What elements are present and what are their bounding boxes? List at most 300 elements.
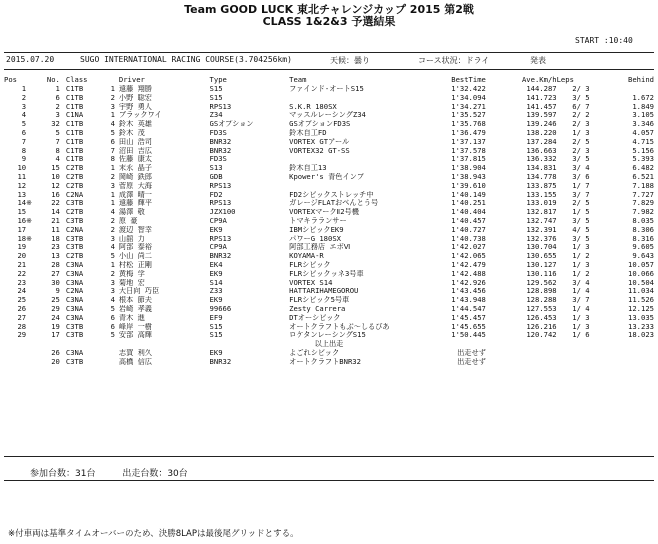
cell-no: 3: [55, 111, 60, 120]
header-type: Type: [209, 74, 227, 84]
cell-cp: 4: [110, 120, 115, 129]
cell-cls: C1TB: [65, 137, 84, 146]
table-row: [4, 120, 654, 129]
cell-type: S15: [209, 331, 223, 340]
cell-type: RPS13: [209, 199, 232, 208]
dns-cell-type: BNR32: [209, 357, 232, 366]
cell-best: 1'40.738: [451, 234, 486, 243]
cell-cls: C3NA: [65, 269, 84, 278]
cell-best: 1'35.768: [451, 120, 486, 129]
cell-best: 1'45.457: [451, 313, 486, 322]
cell-best: 1'37.578: [451, 146, 486, 155]
empty-cell: [4, 349, 26, 358]
entries-count: 参加台数：31台: [30, 469, 96, 479]
starters-count: 出走台数：30台: [122, 469, 188, 479]
cell-pos: 9: [21, 155, 27, 164]
cell-mark: [26, 182, 41, 191]
cell-best: 1'44.547: [451, 304, 486, 313]
cell-type: RPS13: [209, 181, 232, 190]
cell-best: 1'38.904: [451, 164, 486, 173]
info-line: [0, 55, 658, 67]
cell-beh: 6.521: [632, 172, 654, 181]
cell-ave: 128.288: [526, 296, 557, 305]
cell-type: EK9: [209, 296, 223, 305]
cell-cls: C3NA: [65, 260, 84, 269]
weather: 天候：曇り: [330, 56, 370, 65]
table-row: [4, 199, 654, 208]
cell-mark: [26, 120, 41, 129]
cell-no: 23: [51, 243, 60, 252]
cell-team: 鈴木自工FD: [289, 128, 327, 137]
cell-no: 29: [51, 304, 60, 313]
cell-team: FLRシビック5号車: [289, 296, 350, 305]
cell-team: ファインド-オートS15: [289, 85, 364, 93]
cell-cls: C1TB: [65, 102, 84, 111]
cell-type: S13: [209, 164, 223, 173]
cell-best: 1'40.149: [451, 190, 486, 199]
cell-beh: 3.346: [632, 120, 654, 129]
cell-team: Kpower's 青色インプ: [289, 172, 365, 181]
cell-cls: C3TB: [65, 216, 84, 225]
cell-laps: 3/ 4: [572, 278, 590, 287]
cell-cls: C2TB: [65, 252, 84, 261]
header-class-pos: [106, 75, 119, 85]
cell-cp: 8: [110, 155, 115, 164]
empty-cell: [106, 349, 119, 358]
cell-drv: 末永 晶子: [118, 164, 152, 173]
table-row: [4, 261, 654, 270]
cell-drv: 菅原 大海: [118, 181, 152, 190]
cell-cls: C1TB: [65, 120, 84, 129]
start-time: START :10:40: [575, 36, 633, 45]
cell-cp: 2: [110, 225, 115, 234]
cell-ave: 144.287: [526, 85, 557, 93]
cell-laps: 2/ 5: [572, 199, 590, 208]
table-row: [4, 111, 654, 120]
cell-type: S14: [209, 278, 223, 287]
table-row: [4, 208, 654, 217]
cell-team: FLRシビック: [289, 260, 331, 269]
course-name: SUGO INTERNATIONAL RACING COURSE(3.704256km): [80, 55, 292, 64]
table-row: [4, 252, 654, 261]
cell-cp: 3: [110, 278, 115, 287]
cell-no: 9: [55, 287, 60, 296]
cell-no: 32: [51, 120, 60, 129]
cell-laps: 1/ 3: [572, 313, 590, 322]
cell-no: 25: [51, 296, 60, 305]
cell-cls: C3TB: [65, 243, 84, 252]
page-title: [0, 4, 658, 28]
cell-mark: [26, 138, 41, 147]
cell-cp: 1: [110, 260, 115, 269]
cell-drv: 黄梅 学: [118, 269, 145, 278]
cell-beh: 5.156: [632, 146, 654, 155]
cell-mark: [26, 226, 41, 235]
cell-cls: C2TB: [65, 181, 84, 190]
dns-cell-type: EK9: [209, 348, 223, 357]
cell-pos: 17: [17, 225, 27, 234]
cell-no: 21: [51, 216, 60, 225]
cell-laps: 2/ 3: [572, 146, 590, 155]
cell-mark: [26, 103, 41, 112]
table-row: [4, 85, 654, 94]
cell-type: BNR32: [209, 252, 232, 261]
cell-beh: 4.057: [632, 128, 654, 137]
cell-laps: 1/ 3: [572, 322, 590, 331]
cell-best: 1'50.445: [451, 331, 486, 340]
cell-team: S.K.R 180SX: [289, 102, 337, 111]
cell-drv: 沼田 吉広: [118, 146, 152, 155]
table-row: [4, 217, 654, 226]
cell-drv: 菊地 宏: [118, 278, 145, 287]
table-row: [4, 164, 654, 173]
header-driver: Driver: [118, 74, 145, 84]
cell-type: S15: [209, 85, 223, 93]
cell-pos: 24: [17, 287, 27, 296]
empty-cell: [605, 349, 654, 358]
cell-laps: 3/ 5: [572, 93, 590, 102]
race-date: 2015.07.20: [6, 55, 55, 64]
cell-cls: C3TB: [65, 199, 84, 208]
cell-drv: 遠藤 輝平: [118, 199, 152, 208]
cell-cls: C2NA: [65, 225, 84, 234]
cell-mark: [26, 296, 41, 305]
cell-beh: 5.393: [632, 155, 654, 164]
cell-mark: [26, 94, 41, 103]
cell-beh: 9.605: [632, 243, 654, 252]
cell-ave: 133.019: [526, 199, 557, 208]
separator-label: 以上出走: [314, 340, 344, 349]
cell-pos: 22: [17, 269, 27, 278]
cell-beh: 10.504: [628, 278, 654, 287]
cell-ave: 130.655: [526, 252, 557, 261]
cell-team: FLRシビックッネ3号車: [289, 269, 364, 278]
cell-mark: [26, 191, 41, 200]
cell-drv: 小野 聡宏: [118, 93, 152, 102]
cell-best: 1'42.926: [451, 278, 486, 287]
dns-cell-team: オートクラフトBNR32: [289, 357, 361, 366]
cell-type: CP9A: [209, 216, 227, 225]
cell-cls: C3NA: [65, 304, 84, 313]
cell-type: Z33: [209, 287, 223, 296]
counts: [30, 466, 212, 479]
cell-pos: 23: [17, 278, 27, 287]
cell-ave: 126.453: [526, 313, 557, 322]
header-class: Class: [65, 74, 88, 84]
cell-best: 1'40.727: [451, 225, 486, 234]
cell-mark: ※: [26, 234, 33, 243]
cell-mark: [26, 279, 41, 288]
cell-pos: 15: [17, 208, 27, 217]
separator-row: [4, 340, 654, 349]
table-row: [4, 155, 654, 164]
header-ave: Ave.Km/h: [521, 74, 557, 84]
cell-cls: C3NA: [65, 313, 84, 322]
cell-team: ロケタンレーシングS15: [289, 331, 366, 340]
cell-type: EK9: [209, 225, 223, 234]
cell-cp: 5: [110, 304, 115, 313]
cell-beh: 7.829: [632, 199, 654, 208]
cell-beh: 8.306: [632, 225, 654, 234]
cell-ave: 138.220: [526, 128, 557, 137]
cell-laps: 1/ 7: [572, 181, 590, 190]
cell-no: 15: [51, 164, 60, 173]
cell-team: HATTARIHAMEGOROU: [289, 287, 359, 296]
cell-pos: 14: [17, 199, 27, 208]
cell-no: 30: [51, 278, 60, 287]
cell-pos: 4: [21, 111, 27, 120]
cell-cls: C2TB: [65, 208, 84, 217]
cell-drv: 原 豪: [118, 216, 138, 225]
cell-best: 1'32.422: [451, 85, 486, 93]
cell-pos: 7: [21, 137, 27, 146]
cell-no: 2: [55, 102, 60, 111]
results-body: [4, 85, 654, 367]
cell-no: 14: [51, 208, 60, 217]
cell-pos: 1: [21, 85, 27, 93]
cell-cp: 4: [110, 296, 115, 305]
cell-laps: 1/ 4: [572, 304, 590, 313]
cell-drv: 宇野 勇人: [118, 102, 152, 111]
cell-beh: [605, 85, 654, 94]
table-row: [4, 226, 654, 235]
empty-cell: [486, 349, 557, 358]
cell-laps: 2/ 5: [572, 137, 590, 146]
dns-cell-cls: C3NA: [65, 348, 84, 357]
cell-best: 1'43.456: [451, 287, 486, 296]
cell-best: 1'40.251: [451, 199, 486, 208]
cell-cp: 1: [110, 190, 115, 199]
cell-team: GSオプションFD3S: [289, 120, 351, 129]
cell-laps: 1/ 4: [572, 287, 590, 296]
header-laps: Leps: [556, 74, 574, 84]
cell-best: 1'39.610: [451, 181, 486, 190]
cell-beh: 9.643: [632, 252, 654, 261]
cell-type: JZX100: [209, 208, 236, 217]
cell-mark: [26, 287, 41, 296]
empty-cell: [486, 358, 557, 367]
cell-pos: 2: [21, 93, 27, 102]
cell-mark: [26, 314, 41, 323]
cell-mark: [26, 85, 41, 94]
cell-laps: 3/ 6: [572, 172, 590, 181]
cell-cp: 5: [110, 252, 115, 261]
cell-ave: 127.553: [526, 304, 557, 313]
cell-pos: 13: [17, 190, 27, 199]
cell-cp: 5: [110, 331, 115, 340]
cell-beh: 13.233: [628, 322, 654, 331]
divider-header-top: [4, 69, 654, 70]
cell-team: IBMシビックEK9: [289, 225, 344, 234]
cell-no: 4: [55, 155, 60, 164]
cell-team: 阿部工務店 エボⅥ: [289, 243, 351, 252]
empty-cell: [605, 358, 654, 367]
table-row: [4, 129, 654, 138]
cell-type: EF9: [209, 313, 223, 322]
dns-row: [4, 358, 654, 367]
cell-ave: 134.831: [526, 164, 557, 173]
cell-ave: 139.597: [526, 111, 557, 120]
cell-drv: 成澤 晴一: [118, 190, 152, 199]
dns-cell-drv: 高橋 信広: [118, 357, 152, 366]
cell-cls: C2NA: [65, 287, 84, 296]
cell-team: FD2シビックストレッチ中: [289, 190, 374, 199]
cell-laps: 4/ 5: [572, 225, 590, 234]
cell-team: DTオーシビック: [289, 313, 341, 322]
empty-cell: [557, 358, 606, 367]
cell-ave: 132.747: [526, 216, 557, 225]
cell-cp: 2: [110, 93, 115, 102]
cell-cp: 6: [110, 313, 115, 322]
empty-cell: [26, 349, 41, 358]
cell-pos: 27: [17, 313, 27, 322]
cell-ave: 130.127: [526, 260, 557, 269]
cell-no: 8: [55, 146, 60, 155]
cell-laps: 1/ 3: [572, 260, 590, 269]
cell-beh: 4.715: [632, 137, 654, 146]
cell-type: Z34: [209, 111, 223, 120]
cell-laps: 2/ 3: [572, 120, 590, 129]
cell-drv: 岡崎 鉄郎: [118, 172, 152, 181]
cell-no: 27: [51, 269, 60, 278]
cell-drv: 山舘 力: [118, 234, 145, 243]
cell-cp: 3: [110, 181, 115, 190]
cell-beh: 10.066: [628, 269, 654, 278]
cell-drv: 青木 進: [118, 313, 145, 322]
cell-no: 11: [51, 225, 60, 234]
cell-beh: 7.982: [632, 208, 654, 217]
cell-beh: 8.316: [632, 234, 654, 243]
cell-drv: 渡辺 智幸: [118, 225, 152, 234]
cell-laps: 3/ 7: [572, 296, 590, 305]
title-line-1: Team GOOD LUCK 東北チャレンジカップ 2015 第2戦: [184, 3, 474, 16]
cell-cp: 3: [110, 102, 115, 111]
cell-cls: C1TB: [65, 93, 84, 102]
cell-mark: [26, 331, 41, 340]
cell-type: CP9A: [209, 243, 227, 252]
table-row: [4, 323, 654, 332]
cell-pos: 5: [21, 120, 27, 129]
cell-beh: 3.105: [632, 111, 654, 120]
table-row: [4, 314, 654, 323]
cell-cls: C3NA: [65, 278, 84, 287]
cell-ave: 136.332: [526, 155, 557, 164]
cell-pos: 28: [17, 322, 27, 331]
cell-cp: 5: [110, 128, 115, 137]
cell-team: パワーG 180SX: [289, 234, 341, 243]
cell-ave: 133.875: [526, 181, 557, 190]
cell-type: FD3S: [209, 155, 227, 164]
cell-laps: 2/ 3: [572, 85, 590, 93]
cell-best: 1'34.094: [451, 93, 486, 102]
table-row: [4, 103, 654, 112]
cell-team: VORTEXマークⅡ2号機: [289, 208, 359, 217]
cell-team: KOYAMA-R: [289, 252, 324, 261]
table-row: [4, 191, 654, 200]
cell-best: 1'42.488: [451, 269, 486, 278]
cell-drv: 小山 尚二: [118, 252, 152, 261]
cell-no: 22: [51, 199, 60, 208]
cell-no: 17: [51, 331, 60, 340]
cell-team: [289, 155, 422, 164]
cell-team: [289, 182, 422, 191]
cell-beh: 13.035: [628, 313, 654, 322]
table-row: [4, 147, 654, 156]
cell-best: 1'40.404: [451, 208, 486, 217]
cell-beh: 7.727: [632, 190, 654, 199]
header-behind: Behind: [628, 74, 654, 84]
dns-cell-team: よごれシビック: [289, 348, 340, 357]
cell-no: 24: [51, 313, 60, 322]
cell-best: 1'42.065: [451, 252, 486, 261]
cell-mark: [26, 129, 41, 138]
table-row: [4, 138, 654, 147]
table-row: [4, 243, 654, 252]
table-row: [4, 173, 654, 182]
dns-row: [4, 349, 654, 358]
cell-type: FD3S: [209, 128, 227, 137]
cell-drv: 大日向 巧臣: [118, 287, 160, 296]
empty-cell: [26, 358, 41, 367]
dns-cell-cls: C3TB: [65, 357, 84, 366]
cell-pos: 11: [17, 172, 27, 181]
divider-footer: [4, 480, 654, 481]
cell-pos: 16: [17, 216, 27, 225]
cell-mark: [26, 305, 41, 314]
cell-type: EK4: [209, 260, 223, 269]
cell-best: 1'35.527: [451, 111, 486, 120]
cell-beh: 7.188: [632, 181, 654, 190]
cell-ave: 132.817: [526, 208, 557, 217]
empty-cell: [557, 349, 606, 358]
cell-beh: 8.035: [632, 216, 654, 225]
table-row: [4, 305, 654, 314]
table-row: [4, 331, 654, 340]
cell-drv: 湯澤 敬: [118, 208, 145, 217]
cell-team: [289, 94, 422, 103]
cell-mark: [26, 147, 41, 156]
cell-no: 6: [55, 93, 60, 102]
cell-mark: ※: [26, 216, 33, 225]
cell-type: GSオプション: [209, 120, 254, 129]
divider-bottom: [4, 456, 654, 457]
cell-cp: 6: [110, 322, 115, 331]
cell-cp: 1: [110, 111, 115, 120]
cell-ave: 129.562: [526, 278, 557, 287]
cell-cls: C3TB: [65, 331, 84, 340]
cell-ave: 130.116: [526, 269, 557, 278]
header-no: No.: [46, 74, 60, 84]
cell-beh: 12.125: [628, 304, 654, 313]
cell-cp: 2: [110, 269, 115, 278]
cell-team: VORTEX32 GT-SS: [289, 146, 350, 155]
cell-laps: 1/ 2: [572, 269, 590, 278]
cell-beh: 18.023: [628, 331, 654, 340]
cell-ave: 141.723: [526, 93, 557, 102]
cell-best: 1'45.655: [451, 322, 486, 331]
empty-cell: [106, 358, 119, 367]
cell-drv: 田山 浩司: [118, 137, 152, 146]
cell-cls: C3TB: [65, 322, 84, 331]
cell-laps: 2/ 2: [572, 111, 590, 120]
cell-drv: 峰岸 一樹: [118, 322, 152, 331]
dns-cell-drv: 志賀 利久: [118, 348, 152, 357]
cell-best: 1'34.271: [451, 102, 486, 111]
cell-laps: 3/ 5: [572, 234, 590, 243]
cell-pos: 18: [17, 234, 27, 243]
cell-best: 1'37.815: [451, 155, 486, 164]
cell-type: S15: [209, 322, 223, 331]
